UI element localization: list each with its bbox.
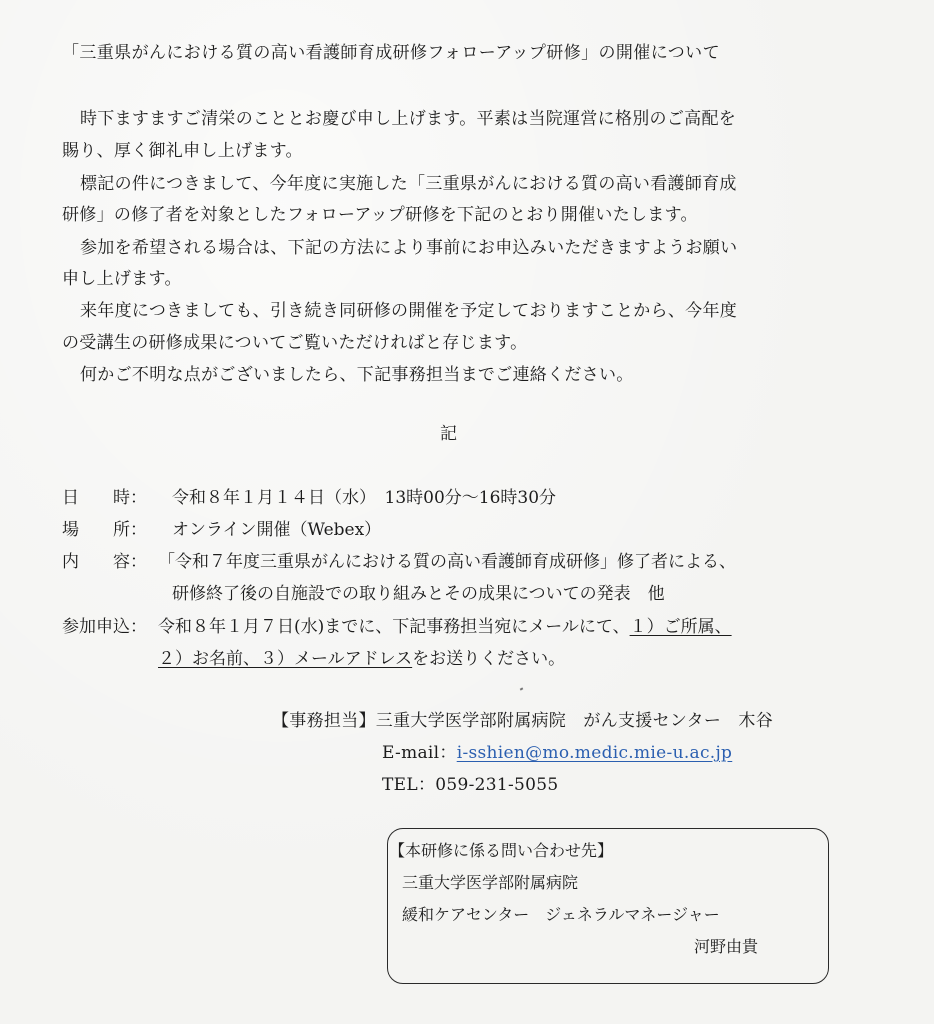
apply-label: 参加申込：	[62, 617, 147, 637]
office-tel: TEL：059-231-5055	[382, 775, 559, 795]
scan-speck	[520, 687, 524, 690]
inquiry-organization: 三重大学医学部附属病院	[402, 873, 579, 892]
apply-value-line-1	[158, 616, 732, 638]
body-paragraph-1-line-2: 賜り、厚く御礼申し上げます。	[62, 141, 303, 161]
inquiry-contact-name: 河野由貴	[694, 937, 759, 956]
body-paragraph-4-line-2: の受講生の研修成果についてご覧いただければと存じます。	[62, 333, 528, 353]
place-value: オンライン開催（Webex）	[172, 520, 382, 540]
place-label: 場 所：	[62, 520, 147, 540]
apply-affiliation-item: １）ご所属、	[629, 617, 732, 637]
email-label: E-mail：	[382, 743, 457, 763]
body-paragraph-1-line-1: 時下ますますご清栄のこととお慶び申し上げます。平素は当院運営に格別のご高配を	[80, 109, 737, 129]
office-contact-line: 【事務担当】三重大学医学部附属病院 がん支援センター 木谷	[272, 711, 774, 731]
body-paragraph-3-line-1: 参加を希望される場合は、下記の方法により事前にお申込みいただきますようお願い	[80, 238, 738, 258]
apply-name-email-items: ２）お名前、３）メールアドレス	[158, 649, 413, 669]
body-paragraph-3-line-2: 申し上げます。	[62, 269, 182, 289]
inquiry-heading: 【本研修に係る問い合わせ先】	[389, 841, 614, 860]
content-label: 内 容：	[62, 552, 147, 572]
email-link[interactable]: i-sshien@mo.medic.mie-u.ac.jp	[456, 743, 733, 763]
body-paragraph-2-line-2: 研修」の修了者を対象としたフォローアップ研修を下記のとおり開催いたします。	[62, 205, 698, 225]
date-label: 日 時：	[62, 488, 147, 508]
inquiry-department: 緩和ケアセンター ジェネラルマネージャー	[402, 905, 720, 924]
office-email-row	[382, 742, 732, 764]
apply-send-text: をお送りください。	[412, 649, 566, 669]
content-value-line-2: 研修終了後の自施設での取り組みとその成果についての発表 他	[172, 584, 665, 604]
date-value: 令和８年１月１４日（水） 13時00分〜16時30分	[172, 488, 557, 508]
apply-deadline-text: 令和８年１月７日(水)までに、下記事務担当宛にメールにて、	[158, 617, 630, 637]
content-value-line-1: 「令和７年度三重県がんにおける質の高い看護師育成研修」修了者による、	[158, 552, 736, 572]
apply-value-line-2	[158, 648, 565, 670]
ki-heading: 記	[440, 424, 458, 444]
body-paragraph-2-line-1: 標記の件につきまして、今年度に実施した「三重県がんにおける質の高い看護師育成	[80, 174, 737, 194]
body-paragraph-4-line-1: 来年度につきましても、引き続き同研修の開催を予定しておりますことから、今年度	[80, 301, 738, 321]
body-paragraph-5-line-1: 何かご不明な点がございましたら、下記事務担当までご連絡ください。	[80, 365, 634, 385]
document-title: 「三重県がんにおける質の高い看護師育成研修フォローアップ研修」の開催について	[62, 43, 720, 63]
